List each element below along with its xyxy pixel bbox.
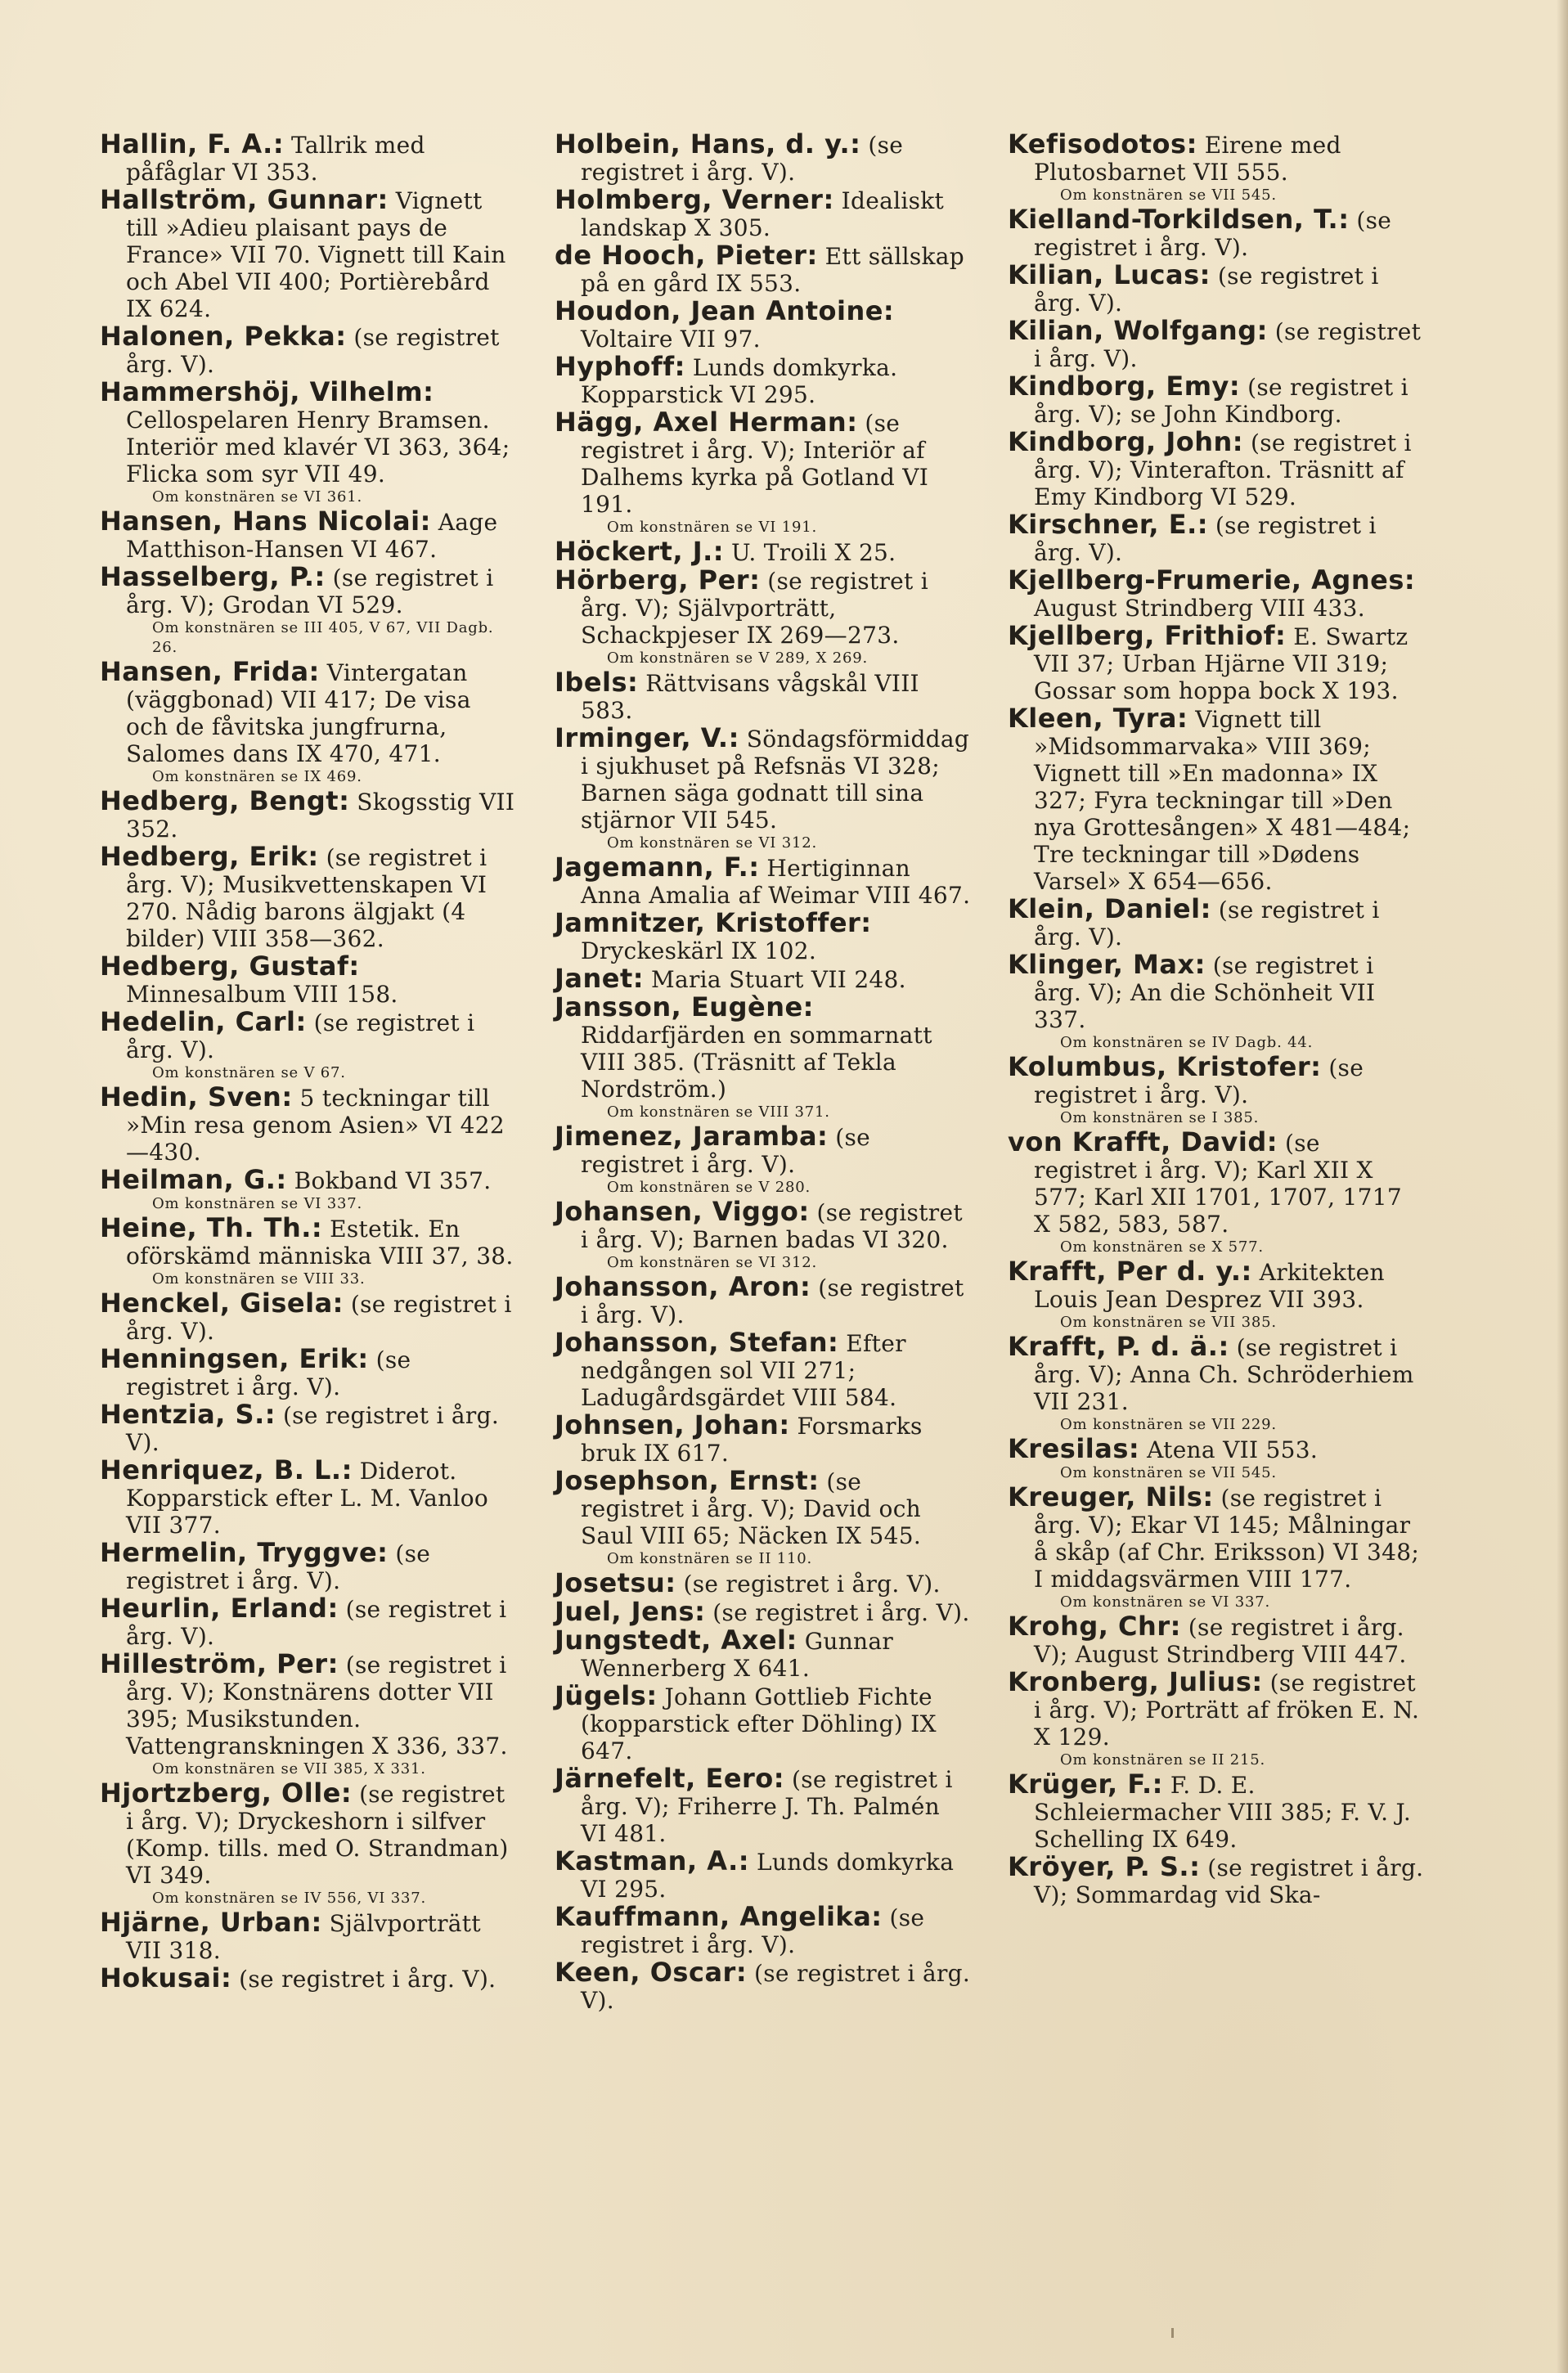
index-entry (555, 1765, 972, 1847)
index-entry (1008, 128, 1425, 205)
artist-reference: Om konstnären se VII 545. (1060, 187, 1277, 204)
index-entry (100, 1539, 517, 1594)
artist-name: Hermelin, Tryggve: (100, 1537, 389, 1568)
artist-name: Järnefelt, Eero: (555, 1763, 785, 1794)
artist-name: Kindborg, John: (1008, 426, 1244, 457)
index-entry (100, 1343, 517, 1400)
index-entry (100, 1780, 517, 1908)
artist-name: Hedelin, Carl: (100, 1006, 307, 1037)
artist-name: Hallström, Gunnar: (100, 184, 389, 215)
artist-reference: Om konstnären se II 110. (607, 1550, 813, 1567)
artist-name: Hedin, Sven: (100, 1081, 293, 1112)
index-entry (555, 1567, 972, 1598)
artist-name: Kauffmann, Angelika: (555, 1901, 883, 1932)
index-entry (555, 564, 972, 668)
index-entry (100, 1290, 517, 1345)
index-entry (1008, 622, 1425, 704)
artist-reference: Om konstnären se VI 361. (152, 488, 362, 506)
index-entry (555, 965, 972, 993)
index-entry (555, 991, 972, 1122)
works-description: (se registret i årg. V); Sommardag vid Ska- (1034, 1854, 1424, 1908)
index-entry (555, 295, 972, 353)
works-description: (se registret i årg. V). (1034, 318, 1422, 372)
index-entry (1008, 1481, 1425, 1612)
works-description: Vignett till »Midsommarvaka» VIII 369; Vignett till »En madonna» IX 327; Fyra teckningar till »Den nya Grottesången» X 481—484; Tre teckningar till »Dødens Varsel» X 654—656. (1034, 706, 1411, 895)
artist-name: Heine, Th. Th.: (100, 1212, 323, 1243)
index-entry (1008, 1851, 1425, 1908)
index-entry (555, 1271, 972, 1328)
works-description: Gunnar Wennerberg X 641. (581, 1628, 894, 1682)
works-description: (se registret i årg. V). (581, 132, 904, 186)
works-description: Rättvisans vågskål VIII 583. (581, 670, 919, 724)
artist-name: Henriquez, B. L.: (100, 1454, 353, 1485)
index-entry (555, 722, 972, 853)
index-entry (100, 953, 517, 1008)
index-entry (100, 1962, 517, 1993)
artist-name: Houdon, Jean Antoine: (555, 295, 895, 326)
works-description: Skogsstig VII 352. (126, 789, 515, 843)
artist-name: Kleen, Tyra: (1008, 703, 1188, 734)
artist-name: von Krafft, David: (1008, 1126, 1278, 1157)
works-description: (se registret i årg. V). (581, 1904, 925, 1958)
artist-name: Hokusai: (100, 1962, 232, 1993)
artist-name: Johansson, Stefan: (555, 1327, 839, 1358)
works-description: Vignett till »Adieu plaisant pays de France» VII 70. Vignett till Kain och Abel VII 400; Portièrebård IX 624. (126, 187, 506, 322)
works-description: (se registret i årg. V). (1034, 263, 1379, 317)
index-entry (1008, 1051, 1425, 1128)
works-description: Johann Gottlieb Fichte (kopparstick efter Döhling) IX 647. (581, 1683, 937, 1764)
artist-reference: Om konstnären se III 405, V 67, VII Dagb. 26. (152, 619, 494, 656)
artist-name: Hasselberg, P.: (100, 561, 326, 592)
works-description: (se registret i årg. V). (1034, 207, 1392, 261)
index-entry (100, 1212, 517, 1289)
artist-name: Jungstedt, Axel: (555, 1625, 797, 1656)
works-description: Hertiginnan Anna Amalia af Weimar VIII 467. (581, 855, 971, 909)
works-description: (se registret årg. V). (126, 324, 500, 378)
artist-name: Halonen, Pekka: (100, 321, 347, 352)
artist-name: Jagemann, F.: (555, 852, 760, 883)
works-description: Lunds domkyrka VI 295. (581, 1849, 955, 1903)
works-description: F. D. E. Schleiermacher VIII 385; F. V. J. Schelling IX 649. (1034, 1772, 1412, 1853)
works-description: (se registret i årg. V). (581, 1124, 871, 1178)
artist-name: Jügels: (555, 1680, 658, 1711)
index-entry (1008, 1258, 1425, 1333)
artist-name: Johansen, Viggo: (555, 1196, 810, 1227)
artist-name: Hansen, Hans Nicolai: (100, 506, 431, 537)
works-description: (se registret i årg. V); Karl XII X 577; Karl XII 1701, 1707, 1717 X 582, 583, 587. (1034, 1130, 1402, 1238)
works-description: Söndagsförmiddag i sjukhuset på Refsnäs VI 328; Barnen säga godnatt till sina stjärnor VII 545. (581, 726, 970, 834)
works-description: Ett sällskap på en gård IX 553. (581, 243, 965, 297)
artist-name: Hansen, Frida: (100, 656, 320, 687)
column-3 (1008, 128, 1425, 1909)
index-entry (100, 843, 517, 952)
artist-name: Janet: (555, 963, 645, 994)
artist-name: Henningsen, Erik: (100, 1343, 369, 1374)
artist-name: Kilian, Wolfgang: (1008, 315, 1268, 346)
index-entry (555, 1627, 972, 1682)
works-description: Diderot. Kopparstick efter L. M. Vanloo VII 377. (126, 1458, 489, 1539)
works-description: (se registret i årg. V). (1034, 512, 1377, 566)
artist-name: Kolumbus, Kristofer: (1008, 1051, 1322, 1082)
artist-reference: Om konstnären se II 215. (1060, 1751, 1266, 1769)
artist-name: Kefisodotos: (1008, 128, 1197, 160)
artist-name: Holbein, Hans, d. y.: (555, 128, 861, 160)
index-entry (100, 508, 517, 563)
index-entry (555, 242, 972, 297)
works-description: (se registret i årg. V). (126, 1596, 507, 1650)
works-description: Voltaire VII 97. (581, 326, 761, 353)
index-entry (100, 1166, 517, 1214)
artist-name: Juel, Jens: (555, 1596, 706, 1627)
works-description: (se registret i årg. V); Ekar VI 145; Målningar å skåp (af Chr. Eriksson) VI 348; I middagsvärmen VIII 177. (1034, 1485, 1420, 1593)
artist-name: Hentzia, S.: (100, 1399, 276, 1430)
works-description: (se registret i årg. V); Självporträtt, Schackpjeser IX 269—273. (581, 568, 929, 649)
artist-name: Hilleström, Per: (100, 1648, 339, 1679)
works-description: August Strindberg VIII 433. (1034, 595, 1365, 622)
index-entry (1008, 1771, 1425, 1853)
artist-name: Josetsu: (555, 1567, 676, 1598)
index-entry (1008, 1126, 1425, 1257)
artist-name: Hyphoff: (555, 351, 685, 382)
works-description: (se registret i årg. V). (581, 1274, 964, 1328)
works-description: (se registret i årg. V); August Strindberg VIII 447. (1034, 1614, 1407, 1668)
works-description: (se registret i årg. V). (1034, 897, 1380, 951)
index-entry (1008, 1433, 1425, 1483)
index-entry (1008, 206, 1425, 261)
index-entry (555, 1409, 972, 1467)
works-description: Självporträtt VII 318. (126, 1910, 481, 1964)
artist-name: Heurlin, Erland: (100, 1593, 339, 1624)
artist-reference: Om konstnären se VIII 33. (152, 1270, 366, 1288)
index-entry (1008, 373, 1425, 428)
index-entry (100, 1909, 517, 1964)
artist-name: Kronberg, Julius: (1008, 1666, 1263, 1697)
works-description: Vintergatan (väggbonad) VII 417; De visa och de fåvitska jungfrurna, Salomes dans IX 470, 471. (126, 659, 471, 767)
artist-name: Keen, Oscar: (555, 1957, 748, 1988)
works-description: (se registret i årg. V). (126, 1402, 500, 1456)
artist-reference: Om konstnären se IV Dagb. 44. (1060, 1034, 1314, 1051)
works-description: (se registret i årg. V); Grodan VI 529. (126, 564, 494, 618)
artist-name: Klein, Daniel: (1008, 893, 1211, 924)
index-entry (100, 1006, 517, 1083)
artist-name: Kielland-Torkildsen, T.: (1008, 204, 1350, 235)
works-description: Idealiskt landskap X 305. (581, 187, 945, 241)
works-description: (se registret i årg. V); Porträtt af fröken E. N. X 129. (1034, 1670, 1420, 1751)
artist-reference: Om konstnären se V 289, X 269. (607, 649, 868, 667)
index-entry (1008, 893, 1425, 951)
artist-name: Krafft, P. d. ä.: (1008, 1331, 1229, 1362)
index-entry (555, 854, 972, 909)
artist-name: Hedberg, Gustaf: (100, 951, 360, 982)
artist-reference: Om konstnären se VI 337. (1060, 1593, 1270, 1611)
artist-reference: Om konstnären se VI 191. (607, 519, 817, 536)
artist-reference: Om konstnären se I 385. (1060, 1109, 1260, 1126)
works-description: (se registret i årg. V); se John Kindborg. (1034, 374, 1409, 428)
works-description: Aage Matthison-Hansen VI 467. (126, 509, 498, 563)
works-description: Cellospelaren Henry Bramsen. Interiör med klavér VI 363, 364; Flicka som syr VII 49. (126, 407, 510, 488)
works-description: Estetik. En oförskämd människa VIII 37, 38. (126, 1216, 514, 1270)
index-entry (555, 1845, 972, 1903)
works-description: (se registret i årg. V). (126, 1291, 512, 1345)
index-entry (1008, 317, 1425, 372)
index-entry (100, 376, 517, 507)
column-1 (100, 128, 517, 1993)
artist-name: Klinger, Max: (1008, 949, 1206, 980)
works-description: Lunds domkyrka. Kopparstick VI 295. (581, 354, 898, 408)
index-entry (555, 1467, 972, 1569)
index-entry (1008, 426, 1425, 510)
works-description: (se registret i årg. V). (1034, 1054, 1364, 1108)
margin-mark (1171, 2328, 1174, 2338)
artist-reference: Om konstnären se VI 312. (607, 834, 817, 852)
works-description: Minnesalbum VIII 158. (126, 981, 398, 1008)
works-description: (se registret i årg. V); Barnen badas VI 320. (581, 1199, 963, 1253)
artist-name: Holmberg, Verner: (555, 184, 834, 215)
index-entry (100, 561, 517, 658)
index-entry (555, 1123, 972, 1198)
page-edge (1557, 0, 1568, 2373)
index-entry (100, 1454, 517, 1539)
index-entry (1008, 511, 1425, 566)
index-entry (555, 1329, 972, 1411)
works-description: (se registret i årg. V); Anna Ch. Schröderhiem VII 231. (1034, 1334, 1414, 1415)
works-description: Forsmarks bruk IX 617. (581, 1413, 923, 1467)
works-description: (se registret i årg. V); David och Saul VIII 65; Näcken IX 545. (581, 1468, 922, 1549)
index-entry (555, 353, 972, 408)
index-entry (1008, 1333, 1425, 1435)
artist-name: Kresilas: (1008, 1433, 1140, 1464)
column-2 (555, 128, 972, 2015)
artist-name: Kindborg, Emy: (1008, 371, 1241, 402)
artist-name: Hammershöj, Vilhelm: (100, 376, 434, 407)
artist-reference: Om konstnären se VI 337. (152, 1195, 362, 1212)
index-entry (555, 669, 972, 724)
index-entry (100, 1081, 517, 1166)
index-entry (100, 1401, 517, 1456)
artist-name: Hallin, F. A.: (100, 128, 285, 160)
artist-name: Kröyer, P. S.: (1008, 1851, 1201, 1882)
works-description: Tallrik med påfåglar VI 353. (126, 132, 425, 186)
artist-name: Ibels: (555, 667, 639, 698)
index-entry (100, 128, 517, 186)
index-entry (555, 184, 972, 241)
artist-name: Johansson, Aron: (555, 1271, 811, 1302)
artist-name: Kilian, Lucas: (1008, 259, 1211, 290)
works-description: Arkitekten Louis Jean Desprez VII 393. (1034, 1259, 1385, 1313)
works-description: U. Troili X 25. (731, 539, 896, 566)
artist-name: Krüger, F.: (1008, 1769, 1163, 1800)
works-description: (se registret i årg. V). (581, 1960, 971, 2014)
index-entry (100, 1595, 517, 1650)
artist-reference: Om konstnären se VII 545. (1060, 1464, 1277, 1481)
works-description: (se registret i årg. V). (683, 1571, 941, 1598)
works-description: E. Swartz VII 37; Urban Hjärne VII 319; Gossar som hoppa bock X 193. (1034, 623, 1409, 704)
works-description: (se registret i årg. V). (126, 1009, 475, 1063)
index-entry (555, 409, 972, 537)
index-entry (555, 1198, 972, 1273)
index-entry (1008, 705, 1425, 895)
works-description: (se registret i årg. V). (126, 1346, 411, 1400)
artist-name: Krafft, Per d. y.: (1008, 1256, 1252, 1287)
works-description: 5 teckningar till »Min resa genom Asien» VI 422—430. (126, 1085, 505, 1166)
artist-reference: Om konstnären se X 577. (1060, 1238, 1264, 1256)
artist-reference: Om konstnären se VII 385. (1060, 1314, 1277, 1331)
works-description: (se registret i årg. V). (239, 1966, 496, 1993)
works-description: Dryckeskärl IX 102. (581, 937, 817, 964)
works-description: Maria Stuart VII 248. (650, 966, 906, 993)
works-description: Eirene med Plutosbarnet VII 555. (1034, 132, 1341, 186)
index-entry (1008, 259, 1425, 317)
artist-name: Heilman, G.: (100, 1164, 287, 1195)
artist-name: Kjellberg, Frithiof: (1008, 620, 1287, 651)
works-description: (se registret i årg. V); An die Schönheit VII 337. (1034, 952, 1376, 1033)
artist-reference: Om konstnären se V 280. (607, 1179, 811, 1196)
artist-reference: Om konstnären se V 67. (152, 1064, 346, 1081)
artist-name: Kjellberg-Frumerie, Agnes: (1008, 564, 1416, 595)
works-description: (se registret i årg. V); Vinterafton. Träsnitt af Emy Kindborg VI 529. (1034, 429, 1412, 510)
artist-name: Johnsen, Johan: (555, 1409, 790, 1440)
works-description: (se registret i årg. V); Dryckeshorn i silfver (Komp. tills. med O. Strandman) VI 349. (126, 1781, 509, 1889)
artist-name: Jimenez, Jaramba: (555, 1121, 829, 1152)
artist-name: Josephson, Ernst: (555, 1465, 820, 1496)
index-entry (555, 1903, 972, 1958)
works-description: (se registret i årg. V). (126, 1540, 431, 1594)
artist-name: Hjortzberg, Olle: (100, 1778, 353, 1809)
artist-reference: Om konstnären se VII 229. (1060, 1416, 1277, 1433)
index-entry (100, 184, 517, 322)
works-description: (se registret i årg. V); Konstnärens dotter VII 395; Musikstunden. Vattengranskningen X 336, 337. (126, 1652, 508, 1760)
index-entry (555, 1680, 972, 1764)
works-description: (se registret i årg. V). (712, 1599, 970, 1626)
index-entry (100, 658, 517, 787)
index-entry (100, 1648, 517, 1779)
index-entry (1008, 1666, 1425, 1770)
artist-reference: Om konstnären se IX 469. (152, 768, 362, 785)
artist-name: Kreuger, Nils: (1008, 1481, 1214, 1512)
artist-reference: Om konstnären se VII 385, X 331. (152, 1760, 426, 1778)
artist-name: Kirschner, E.: (1008, 509, 1209, 540)
works-description: Atena VII 553. (1147, 1436, 1319, 1463)
artist-name: Hedberg, Bengt: (100, 785, 350, 816)
index-entry (555, 907, 972, 964)
artist-reference: Om konstnären se VIII 371. (607, 1103, 830, 1121)
artist-name: Jansson, Eugène: (555, 991, 814, 1022)
works-description: (se registret i årg. V); Interiör af Dalhems kyrka på Gotland VI 191. (581, 410, 929, 518)
artist-reference: Om konstnären se IV 556, VI 337. (152, 1890, 427, 1907)
index-entry (555, 128, 972, 186)
works-description: Efter nedgången sol VII 271; Ladugårdsgärdet VIII 584. (581, 1330, 906, 1411)
artist-name: Jamnitzer, Kristoffer: (555, 907, 872, 938)
index-entry (555, 538, 972, 566)
works-description: (se registret i årg. V); Friherre J. Th. Palmén VI 481. (581, 1766, 953, 1847)
artist-name: Irminger, V.: (555, 722, 739, 753)
artist-reference: Om konstnären se VI 312. (607, 1254, 817, 1271)
artist-name: Henckel, Gisela: (100, 1288, 344, 1319)
artist-name: Hägg, Axel Herman: (555, 407, 858, 438)
artist-name: Höckert, J.: (555, 536, 725, 567)
artist-name: de Hooch, Pieter: (555, 240, 818, 271)
artist-name: Kastman, A.: (555, 1845, 750, 1876)
index-entry (100, 323, 517, 378)
artist-name: Hjärne, Urban: (100, 1907, 322, 1938)
works-description: (se registret i årg. V); Musikvettenskapen VI 270. Nådig barons älgjakt (4 bilder) VIII 358—362. (126, 844, 487, 952)
works-description: Bokband VI 357. (294, 1167, 492, 1194)
index-entry (1008, 951, 1425, 1053)
index-entry (555, 1959, 972, 2014)
index-entry (555, 1598, 972, 1626)
artist-name: Krohg, Chr: (1008, 1611, 1181, 1642)
works-description: Riddarfjärden en sommarnatt VIII 385. (Träsnitt af Tekla Nordström.) (581, 1022, 932, 1103)
artist-name: Hedberg, Erik: (100, 841, 319, 872)
index-entry (1008, 1613, 1425, 1668)
index-entry (1008, 564, 1425, 622)
artist-name: Hörberg, Per: (555, 564, 761, 595)
index-entry (100, 785, 517, 843)
